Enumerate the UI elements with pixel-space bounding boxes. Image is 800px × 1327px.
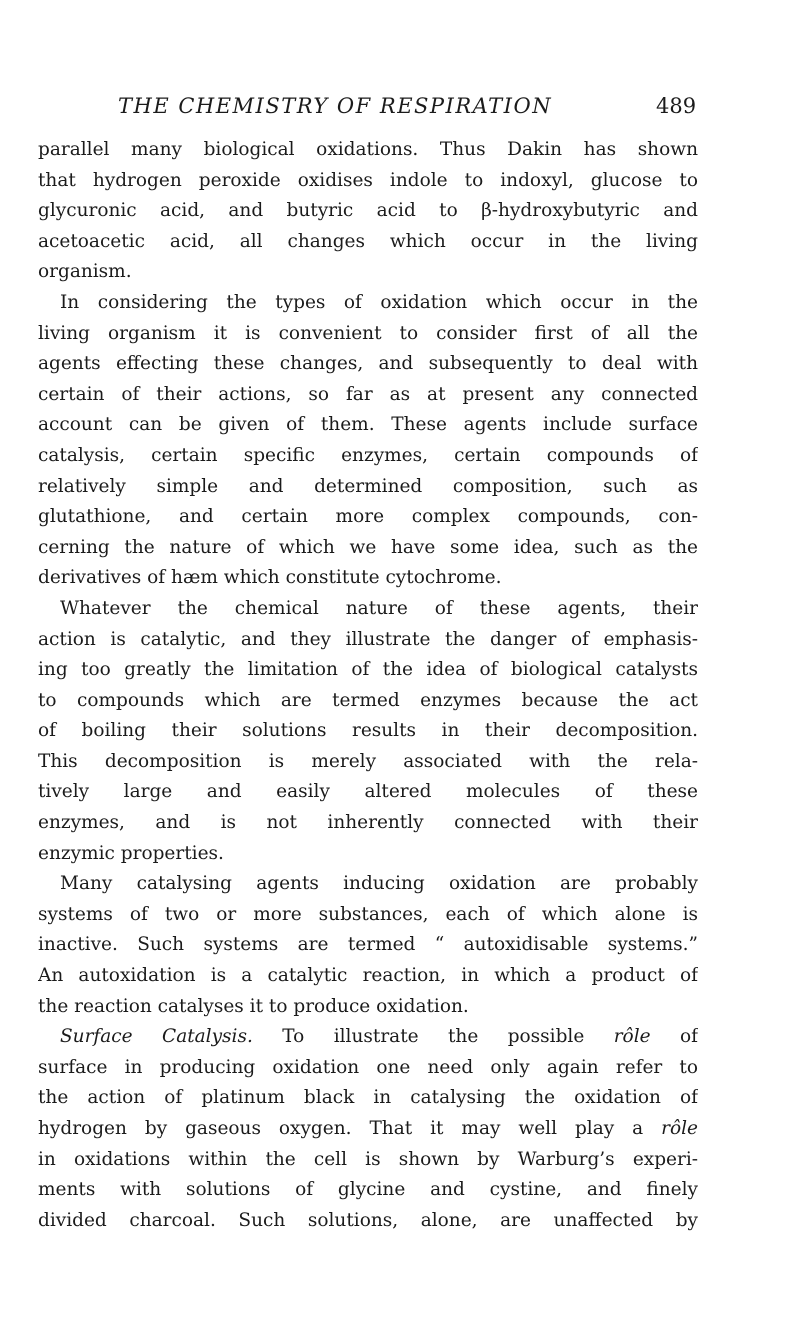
text-line: to compounds which are termed enzymes because the act: [38, 689, 698, 711]
text-run: of: [650, 1026, 698, 1048]
text-line: inactive. Such systems are termed “ autoxidisable systems.”: [38, 934, 698, 956]
text-line: This decomposition is merely associated with the rela-: [38, 750, 698, 772]
text-line: that hydrogen peroxide oxidises indole to indoxyl, glucose to: [38, 169, 698, 191]
text-line: [38, 1114, 698, 1145]
italic-phrase: rôle: [661, 1118, 698, 1139]
text-line: relatively simple and determined composition, such as: [38, 475, 698, 497]
text-line: ing too greatly the limitation of the idea of biological catalysts: [38, 659, 698, 681]
text-line: in oxidations within the cell is shown by Warburg’s experi-: [38, 1148, 698, 1170]
text-line: certain of their actions, so far as at present any connected: [38, 383, 698, 405]
text-line: An autoxidation is a catalytic reaction, in which a product of: [38, 965, 698, 987]
italic-phrase: Surface Catalysis.: [60, 1026, 253, 1048]
text-line: of boiling their solutions results in their decomposition.: [38, 720, 698, 742]
text-line: glutathione, and certain more complex compounds, con-: [38, 506, 698, 528]
text-line: acetoacetic acid, all changes which occur in the living: [38, 230, 698, 252]
text-run: hydrogen by gaseous oxygen. That it may well play a: [38, 1118, 662, 1139]
text-line: systems of two or more substances, each of which alone is: [38, 903, 698, 925]
text-line: surface in producing oxidation one need only again refer to: [38, 1056, 698, 1078]
text-line: agents effecting these changes, and subsequently to deal with: [38, 353, 698, 375]
text-line: organism.: [38, 261, 132, 283]
text-line: account can be given of them. These agents include surface: [38, 414, 698, 436]
text-line: enzymic properties.: [38, 842, 224, 864]
text-line: catalysis, certain specific enzymes, certain compounds of: [38, 444, 698, 466]
text-line: ments with solutions of glycine and cystine, and finely: [38, 1179, 698, 1201]
text-line: glycuronic acid, and butyric acid to β-hydroxybutyric and: [38, 200, 698, 222]
page-number: 489: [656, 94, 697, 118]
text-line: Many catalysing agents inducing oxidation are probably: [60, 873, 698, 895]
italic-phrase: rôle: [613, 1026, 651, 1048]
text-line: living organism it is convenient to consider first of all the: [38, 322, 698, 344]
text-line: the reaction catalyses it to produce oxidation.: [38, 995, 469, 1017]
text-line: the action of platinum black in catalysing the oxidation of: [38, 1087, 698, 1109]
text-run: To illustrate the possible: [252, 1026, 614, 1048]
text-line: enzymes, and is not inherently connected with their: [38, 812, 698, 834]
text-line: derivatives of hæm which constitute cytochrome.: [38, 567, 502, 589]
text-line: parallel many biological oxidations. Thus Dakin has shown: [38, 139, 698, 160]
running-head-title: THE CHEMISTRY OF RESPIRATION: [118, 94, 553, 118]
text-line: [38, 1022, 698, 1053]
text-line: In considering the types of oxidation which occur in the: [60, 291, 698, 313]
text-line: action is catalytic, and they illustrate the danger of emphasis-: [38, 628, 698, 650]
body-text: [38, 135, 698, 1236]
text-line: divided charcoal. Such solutions, alone, are unaffected by: [38, 1209, 698, 1231]
text-line: cerning the nature of which we have some idea, such as the: [38, 536, 698, 558]
text-line: Whatever the chemical nature of these agents, their: [60, 597, 698, 619]
text-line: tively large and easily altered molecules of these: [38, 781, 698, 803]
